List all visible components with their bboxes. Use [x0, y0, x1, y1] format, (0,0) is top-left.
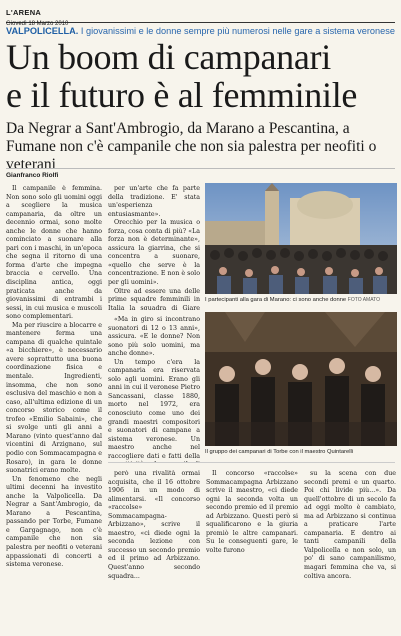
paragraph: però una rivalità ormai acquisita, che il 16 ottobre 1906 in un modo di alimentarsi. «Il concorso «raccolse» Sommacampagna-Arbizzano», scrive il maestro, «ci diede ogni la seconda lezione con successo un secondo premio ed il primo ad Arbizzano. Quest'anno secondo squadra...	[108, 470, 200, 580]
paragraph: Orecchio per la musica o forza, cosa conta di più? «La forza non è determinante», assicura la giarrina, che si concentra a suonare, «quello che serve è la concentrazione. E non è solo per gli uomini».	[108, 219, 200, 287]
paragraph: Ma per riuscire a blocarre e mantenere ferma una campana di qualche quintale «a bicchiere», è necessario avere soprattutto una buona coordinazione fisica e mentale. Ingredienti, insomma, che non sono esclusiva del maschio e non a caso, all'ultima edizione di un concorso storico come il trofeo «Emilio Sabaini», che si svolge unti gli anni a Marano (vinto quest'anno dal vicentini di Arzignano, sul podio con Sommacampagna e Rosaro), in gara le donne suonatrici erano molte.	[6, 321, 102, 475]
byline: Gianfranco Riolfi	[6, 172, 59, 179]
publication-name: L'ARENA	[6, 8, 42, 17]
paragraph: Un tempo c'era la campanaria era riservata solo agli uomini. Erano gli anni in cui il veronese Pietro Sancassani, classe 1880, morto nel 1972, era conosciuto come uno dei grandi maestri compositori e suonatori di campane a sistema veronese. Un maestro anche nel raccogliere dati e fatti della	[108, 358, 200, 460]
paragraph: per un'arte che fa parte della tradizione. E' stata un'esperienza entusiasmante».	[108, 185, 200, 218]
photo-marano-image	[205, 183, 397, 294]
kicker	[6, 26, 395, 36]
headline	[6, 38, 395, 114]
column-1	[6, 185, 102, 625]
headline-line-1: Un boom di campanari	[6, 37, 331, 77]
deck: Da Negrar a Sant'Ambrogio, da Marano a Pescantina, a Fumane non c'è campanile che non sia palestra per neofiti o veterani	[6, 120, 377, 173]
column-2-middle	[108, 316, 200, 462]
photo-1-caption	[205, 297, 397, 304]
headline-line-2: e il futuro è al femminile	[6, 75, 358, 115]
paragraph: Oltre ad essere una delle prime squadre femminili in Italia la squadra di Giare	[108, 287, 200, 310]
paragraph: Un fenomeno che negli ultimi decenni ha investito anche la Valpolicella. Da Negrar a Sant'Ambrogio, da Marano a Pescantina, passando per Torbe, Fumane e Gargagnago, non c'è campanile che non sia palestra per neofiti o veterani appassionati di concerti a sistema veronese.	[6, 475, 102, 569]
publication-date: Giovedì 18 Marzo 2010	[6, 21, 69, 27]
column-4-bottom	[304, 470, 396, 626]
caption-text: Il gruppo dei campanari di Torbe con il maestro Quintarelli	[205, 449, 354, 455]
kicker-text: I giovanissimi e le donne sempre più numerosi nelle gare a sistema veronese	[80, 26, 395, 36]
divider	[6, 168, 395, 169]
kicker-tag: VALPOLICELLA.	[6, 26, 79, 36]
masthead	[6, 2, 395, 27]
divider	[108, 462, 395, 463]
paragraph: su la scena con due secondi premi e un quarto. Poi chi livide più...». Da quell'ottobre di un secolo fa ad oggi molto è cambiato, ma ad Arbizzano si continua a praticare l'arte campanaria. E dentro ai tanti campanili della Valpolicella e non solo, un po' di sano campanilismo, magari femmina che va, si coltiva ancora.	[304, 470, 396, 580]
column-2-bottom	[108, 470, 200, 626]
paragraph: Il concorso «raccolse» Sommacampagna Arbizzano scrive il maestro, «ci diede ogni la seconda volta un secondo premio ed il premio ad Arbizzano. Questi però si squalificarono e la giuria premiò le altre campanari. Su le conseguenti gare, le volte furono	[206, 470, 298, 554]
column-2-top	[108, 185, 200, 310]
photo-torbe-image	[205, 312, 397, 446]
paragraph: Il campanile è femmina. Non sono solo gli uomini oggi a scegliere la musica campanaria, da oltre un decennio ormai, sono molte anche le donne che hanno cominciato a suonare alla pari con i maschi, in un'epoca che segna il ritorno di una forma d'arte che impegna braccia e cervello. Una disciplina antica, oggi praticata anche da giovanissimi di entrambi i sessi, in cui musica e muscoli sono complementari.	[6, 185, 102, 321]
photo-credit: FOTO AMATO	[347, 297, 381, 303]
photo-marano-gathering	[205, 183, 397, 294]
photo-torbe-group	[205, 312, 397, 446]
column-3-bottom	[206, 470, 298, 626]
photo-2-caption	[205, 449, 397, 456]
caption-text: I partecipanti alla gara di Marano: ci sono anche donne	[205, 297, 347, 303]
paragraph: «Ma in giro si incontrano suonatori di 12 o 13 anni», assicura. «E le donne? Non sono più solo uomini, ma anche donne».	[108, 316, 200, 358]
